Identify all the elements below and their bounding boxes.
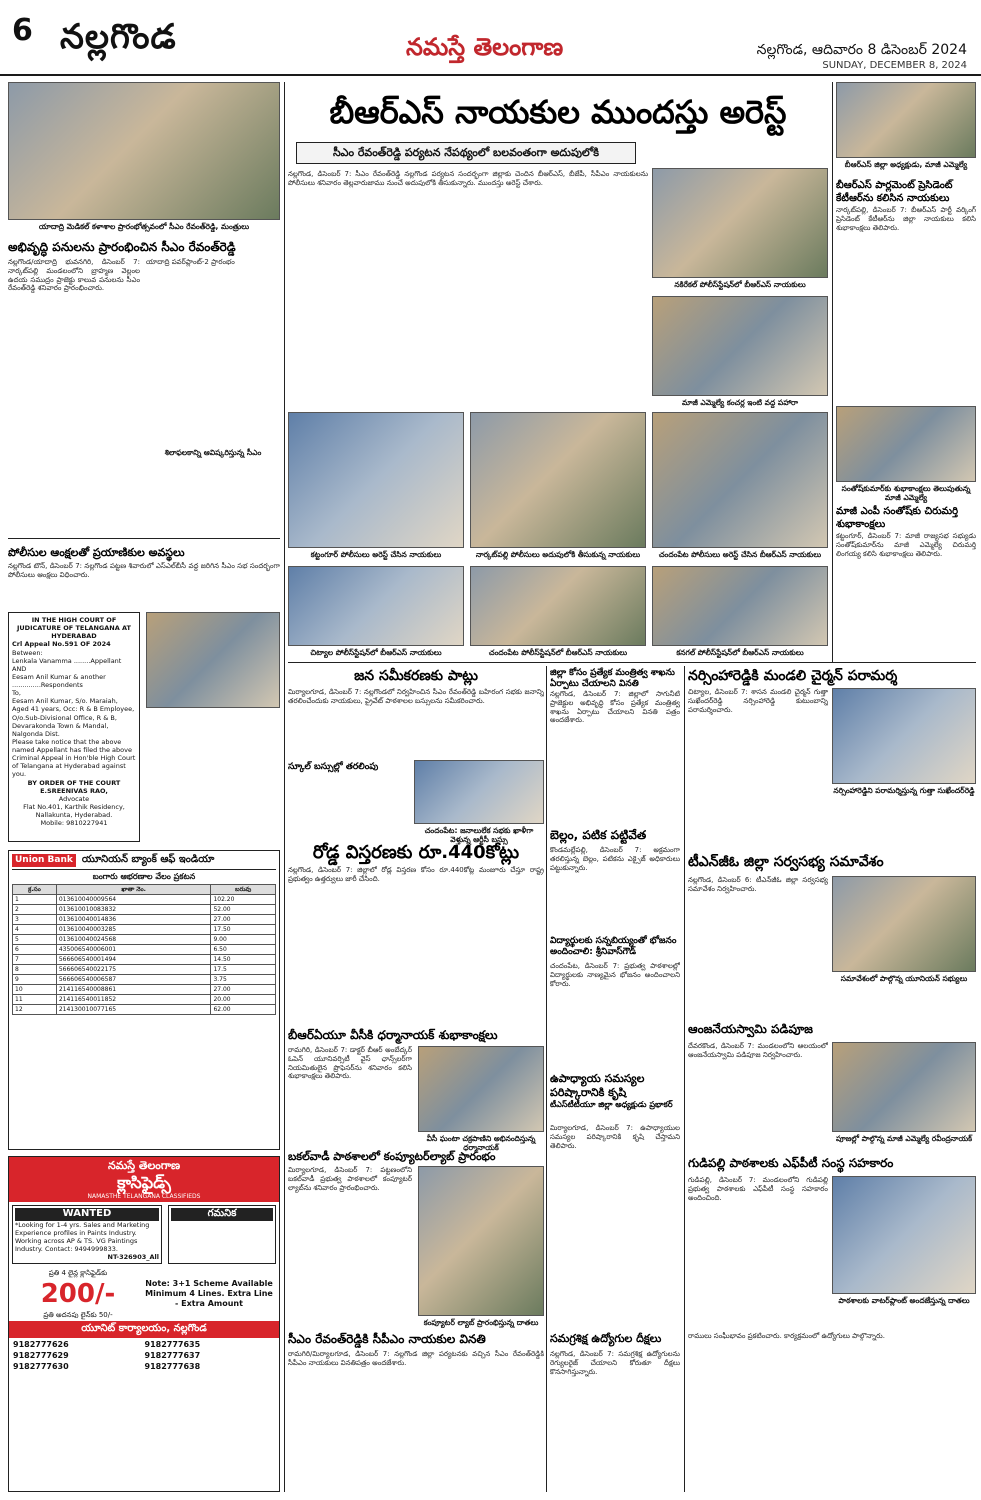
right-r6-body: గుడిపల్లి, డిసెంబర్ 7: మండలంలోని గుడిపల్లి ప్రభుత్వ పాఠశాలకు ఎఫ్‌పీటీ సంస్థ సహకారం అందించింది. — [688, 1176, 828, 1202]
lead-caption-8: కనగల్ పోలీస్‌స్టేషన్‌లో బీఆర్‌ఎస్ నాయకులు — [676, 648, 804, 657]
cell: 11 — [13, 995, 57, 1005]
district-title: నల్లగొండ — [60, 17, 177, 57]
bank-title: యూనియన్ బ్యాంక్ ఆఫ్ ఇండియా — [81, 854, 215, 866]
right-r1-headline: బీఆర్‌ఎస్ పార్లమెంట్ ప్రెసిడెంట్ కేటీఆర్‌ను కలిసిన నాయకులు — [836, 180, 953, 204]
table-row — [13, 895, 276, 905]
cell: 214116540008861 — [56, 985, 211, 995]
center-s2-body: నల్లగొండ, డిసెంబర్ 7: జిల్లాలో రోడ్ల విస్తరణ కోసం రూ.440కోట్ల మంజూరు చేస్తూ రాష్ట్ర ప్రభుత్వం ఉత్తర్వులు జారీ చేసింది. — [288, 866, 544, 883]
right-photo-5 — [832, 1042, 976, 1132]
cell: 6 — [13, 945, 57, 955]
table-row — [13, 975, 276, 985]
center-s5-body: రామగిరి/మిర్యాలగూడ, డిసెంబర్ 7: నల్లగొండ జిల్లా పర్యటనకు వచ్చిన సీఎం రేవంత్‌రెడ్డికి సీపీఎం నాయకులు వినతిపత్రం అందజేశారు. — [288, 1350, 544, 1367]
phone-number: 9182777635 — [144, 1339, 201, 1349]
table-row — [13, 905, 276, 915]
lead-caption-7: చందంపేట పోలీస్‌స్టేషన్‌లో బీఆర్‌ఎస్ నాయకులు — [488, 648, 628, 657]
center-s1-body: మిర్యాలగూడ, డిసెంబర్ 7: నల్లగొండలో నిర్వహించిన సీఎం రేవంత్‌రెడ్డి బహిరంగ సభకు జనాన్ని తరలించేందుకు నాయకులు, ప్రైవేట్ పాఠశాలల బస్సులను సమీకరించారు. — [288, 688, 544, 705]
bus-caption: చందంపేట: జనాలులేక సభకు ఖాళీగా వెళ్తున్న ఆర్టీసీ బస్సు — [424, 826, 534, 845]
middle-m2-headline: బెల్లం, పటిక పట్టివేత — [550, 828, 647, 842]
left-story1-headline: అభివృద్ధి పనులను ప్రారంభించిన సీఎం రేవంత్‌రెడ్డి — [8, 240, 236, 254]
advocate-mobile: Mobile: 9810227941 — [40, 819, 108, 828]
masthead — [0, 0, 981, 76]
lead-photo-6 — [288, 566, 464, 646]
notice-line: AND — [12, 664, 27, 673]
auction-subtitle: బంగారు ఆభరణాల వేలం ప్రకటన — [92, 872, 196, 882]
cell: 6.50 — [211, 945, 276, 955]
newspaper-brand: నమస్తే తెలంగాణ — [406, 32, 564, 61]
right-r4-headline: టీఎన్‌జీఓ జిల్లా సర్వసభ్య సమావేశం — [688, 854, 884, 870]
foundation-caption: శిలాఫలకాన్ని ఆవిష్కరిస్తున్న సీఎం — [164, 448, 262, 457]
cell: 20.00 — [211, 995, 276, 1005]
table-row — [13, 955, 276, 965]
right-r5-body: దేవరకొండ, డిసెంబర్ 7: మండలంలోని ఆలయంలో ఆంజనేయస్వామి పడిపూజ నిర్వహించారు. — [688, 1042, 828, 1059]
wanted-title: WANTED — [15, 1208, 159, 1221]
right-caption-6: పాఠశాలకు వాటర్‌ప్లాంట్ అందజేస్తున్న దాతలు — [838, 1296, 970, 1305]
left-story1-body: నల్లగొండ/యాదాద్రి భువనగిరి, డిసెంబర్ 7: నార్కట్‌పల్లి మండలంలోని బ్రాహ్మణ వెల్లంల ఉదయ సముద్రం ప్రాజెక్టు కాలువ పనులను సీఎం రేవంత్‌రెడ్డి శనివారం ప్రారంభించారు. — [8, 258, 140, 293]
bank-auction-notice — [8, 850, 280, 1150]
cell: 566606540006587 — [56, 975, 211, 985]
cell: 9 — [13, 975, 57, 985]
table-row — [13, 915, 276, 925]
middle-m1-headline: జిల్లా కోసం ప్రత్యేక మంత్రిత్వ శాఖను ఏర్పాటు చేయాలని వినతి — [550, 668, 675, 690]
lead-photo-4 — [470, 412, 646, 548]
cell: 214130010077165 — [56, 1005, 211, 1015]
cell: 3.75 — [211, 975, 276, 985]
cell: 566606540001494 — [56, 955, 211, 965]
lead-body: నల్లగొండ, డిసెంబర్ 7: సీఎం రేవంత్‌రెడ్డి నల్లగొండ పర్యటన సందర్భంగా జిల్లాకు చెందిన బీఆర్‌ఎస్, బీజేపీ, సీపీఎం నాయకులను పోలీసులు శనివారం తెల్లవారుజాము నుంచే అదుపులోకి తీసుకున్నారు. ముందస్తు అరెస్ట్ చేశారు. — [288, 170, 648, 187]
phone-number: 9182777626 — [13, 1339, 69, 1349]
right-r4-body: నల్లగొండ, డిసెంబర్ 6: టీఎన్‌జీఓ జిల్లా సర్వసభ్య సమావేశం నిర్వహించారు. — [688, 876, 828, 893]
center-s5-headline: సీఎం రేవంత్‌రెడ్డికి సీపీఎం నాయకుల వినతి — [288, 1332, 486, 1346]
dateline-telugu: నల్లగొండ, ఆదివారం 8 డిసెంబర్ 2024 — [756, 42, 967, 58]
lead-caption-2: మాజీ ఎమ్మెల్యే కంచర్ల ఇంటి వద్ద పహారా — [681, 398, 799, 407]
dateline-english: SUNDAY, DECEMBER 8, 2024 — [822, 60, 967, 71]
cell: 435006540006001 — [56, 945, 211, 955]
lead-photo-8 — [652, 566, 828, 646]
cell: 8 — [13, 965, 57, 975]
classifieds-title: క్లాసిఫైడ్స్ — [117, 1172, 171, 1192]
column-rule — [546, 666, 547, 1492]
lead-photo-1 — [652, 168, 828, 278]
notice-line: BY ORDER OF THE COURT — [27, 778, 121, 787]
advocate-address: Flat No.401, Karthik Residency, Nallakunta, Hyderabad. — [23, 802, 125, 819]
lead-caption-3: కట్టంగూర్ పోలీసులు అరెస్ట్ చేసిన నాయకులు — [310, 550, 442, 559]
case-number: Crl Appeal No.591 OF 2024 — [12, 640, 111, 649]
lead-caption-5: చందంపేట పోలీసులు అరెస్ట్ చేసిన బీఆర్‌ఎస్ నాయకులు — [658, 550, 822, 559]
cell: 3 — [13, 915, 57, 925]
lead-caption-6: చిట్యాల పోలీస్‌స్టేషన్‌లో బీఆర్‌ఎస్ నాయకులు — [310, 648, 442, 657]
cell: 1 — [13, 895, 57, 905]
cell: 013610040014836 — [56, 915, 211, 925]
lead-headline: బీఆర్ఎస్ నాయకుల ముందస్తు అరెస్ట్ — [329, 93, 787, 131]
bus-photo — [414, 760, 544, 824]
right-r2-body: కట్టంగూర్, డిసెంబర్ 7: మాజీ రాజ్యసభ సభ్యుడు సంతోష్‌కుమార్‌ను మాజీ ఎమ్మెల్యే చిరుమర్తి లింగయ్య కలిసి శుభాకాంక్షలు తెలిపారు. — [836, 532, 976, 558]
lead-photo-2 — [652, 296, 828, 396]
table-row — [13, 995, 276, 1005]
cell: 12 — [13, 1005, 57, 1015]
right-caption-4: సమావేశంలో పాల్గొన్న యూనియన్ సభ్యులు — [840, 974, 968, 983]
notice-line: Eesam Anil Kumar, S/o. Maraiah, — [12, 697, 118, 706]
center-s1-headline: జన సమీకరణకు పాట్లు — [354, 668, 478, 684]
cell: 013610040024568 — [56, 935, 211, 945]
extra-price: ప్రతి అదనపు లైన్‌కు 50/- — [43, 1310, 113, 1319]
right-r3-headline: నర్సింహారెడ్డికి మండలి చైర్మన్ పరామర్శ — [688, 668, 898, 684]
table-header: క్ర.సం — [13, 885, 57, 895]
cell: 52.00 — [211, 905, 276, 915]
vc-photo — [418, 1046, 544, 1132]
notice-line: Nalgonda Dist. — [12, 729, 60, 738]
lead-caption-1: నకిరేకల్ పోలీస్‌స్టేషన్‌లో బీఆర్‌ఎస్ నాయకులు — [674, 280, 806, 289]
right-r7-body: రాములు సంఘీభావం ప్రకటించారు. కార్యక్రమంలో ఉద్యోగులు పాల్గొన్నారు. — [688, 1332, 885, 1340]
wanted-body: *Looking for 1-4 yrs. Sales and Marketing Experience profiles in Paints Industry. Working across AP & TS. VG Paintings Industry. Contact: 9494999833. — [15, 1220, 150, 1254]
note-title: గమనిక — [171, 1208, 273, 1221]
price-label: ప్రతి 4 లైన్ల క్లాసిఫైడ్‌కు — [48, 1269, 108, 1278]
middle-m4-sub: టీఎస్‌టీటీయూ జిల్లా అధ్యక్షుడు ప్రభాకర్ — [550, 1100, 673, 1109]
column-rule — [284, 82, 285, 1492]
lead-photo-7 — [470, 566, 646, 646]
advocate-title: Advocate — [58, 794, 90, 803]
cell: 17.5 — [211, 965, 276, 975]
right-caption-2: సంతోష్‌కుమార్‌కు శుభాకాంక్షలు తెలుపుతున్న మాజీ ఎమ్మెల్యే — [841, 484, 971, 503]
right-r5-headline: ఆంజనేయస్వామి పడిపూజ — [688, 1022, 813, 1036]
lead-photo-5 — [652, 412, 828, 548]
auction-table — [12, 884, 276, 1015]
classifieds-ad — [8, 1156, 280, 1492]
notice-line: To, — [12, 689, 21, 698]
cell: 10 — [13, 985, 57, 995]
price: 200/- — [40, 1279, 116, 1310]
wanted-ref: NT-326903_All — [107, 1253, 159, 1262]
cm-event-photo — [8, 82, 280, 220]
right-r6-headline: గుడిపల్లి పాఠశాలకు ఎఫ్‌పీటీ సంస్థ సహకారం — [688, 1156, 894, 1170]
right-r3-body: చిట్యాల, డిసెంబర్ 7: శాసన మండలి చైర్మన్ గుత్తా సుఖేందర్‌రెడ్డి నర్సింహారెడ్డి కుటుంబాన్ని పరామర్శించారు. — [688, 688, 828, 714]
vc-caption: వీసీ ఘంటా చక్రపాణిని అభినందిస్తున్న ధర్మానాయక్ — [426, 1134, 536, 1153]
table-header: బరువు — [211, 885, 276, 895]
notice-line: Between: — [12, 648, 43, 657]
left-story1-sub: యాదాద్రి పవర్‌ప్లాంట్-2 ప్రారంభం — [146, 258, 235, 266]
column-rule — [684, 666, 685, 1492]
right-photo-4 — [832, 876, 976, 972]
middle-m5-body: నల్లగొండ, డిసెంబర్ 7: సమగ్రశిక్ష ఉద్యోగులను రెగ్యులరైజ్ చేయాలని కోరుతూ దీక్షలు కొనసాగిస్తున్నారు. — [550, 1350, 680, 1376]
left-story2-headline: పోలీసుల ఆంక్షలతో ప్రయాణికుల అవస్థలు — [8, 546, 185, 559]
page-number: 6 — [12, 13, 33, 48]
middle-m1-body: నల్లగొండ, డిసెంబర్ 7: జిల్లాలో సాగునీటి ప్రాజెక్టుల అభివృద్ధి కోసం ప్రత్యేక మంత్రిత్వ శాఖను ఏర్పాటు చేయాలని వినతి పత్రం అందజేశారు. — [550, 690, 680, 725]
phone-number: 9182777630 — [13, 1361, 69, 1371]
cell: 013610040003285 — [56, 925, 211, 935]
center-s3-headline: బీఆర్‌ఏయూ వీసీకి ధర్మానాయక్ శుభాకాంక్షలు — [288, 1028, 498, 1042]
cell: 9.00 — [211, 935, 276, 945]
notice-line: Please take notice that the above named Appellant has filed the above Criminal Appeal in Hon'ble High Court of Telangana at Hyderabad against you. — [12, 737, 136, 779]
traffic-photo — [146, 612, 280, 708]
column-rule — [832, 82, 833, 662]
classifieds-en: NAMASTHE TELANGANA CLASSIFIEDS — [87, 1192, 201, 1200]
center-s1-sub: స్కూల్ బస్సుల్లో తరలింపు — [288, 762, 379, 772]
cell: 27.00 — [211, 915, 276, 925]
center-s3-body: రామగిరి, డిసెంబర్ 7: డాక్టర్ బీఆర్ అంబేద్కర్ ఓపెన్ యూనివర్సిటీ వైస్ ఛాన్స్‌లర్‌గా నియమితులైన ప్రొఫెసర్‌ను శనివారం కలిసి శుభాకాంక్షలు తెలిపారు. — [288, 1046, 412, 1081]
right-caption-3: నర్సింహారెడ్డిని పరామర్శిస్తున్న గుత్తా సుఖేందర్‌రెడ్డి — [833, 786, 975, 795]
cell: 4 — [13, 925, 57, 935]
table-row — [13, 945, 276, 955]
cm-event-caption: యాదాద్రి మెడికల్ కళాశాల ప్రారంభోత్సవంలో సీఎం రేవంత్‌రెడ్డి, మంత్రులు — [38, 222, 250, 231]
center-s4-body: మిర్యాలగూడ, డిసెంబర్ 7: పట్టణంలోని బకల్‌వాడీ ప్రభుత్వ పాఠశాలలో కంప్యూటర్ ల్యాబ్‌ను శనివారం ప్రారంభించారు. — [288, 1166, 412, 1192]
center-s2-headline: రోడ్డ విస్తరణకు రూ.440కోట్లు — [312, 842, 520, 863]
lead-caption-4: నార్కట్‌పల్లి పోలీసులు అదుపులోకి తీసుకున్న నాయకులు — [475, 550, 641, 559]
cell: 5 — [13, 935, 57, 945]
bank-logo: Union Bank — [12, 854, 76, 867]
middle-m4-body: మిర్యాలగూడ, డిసెంబర్ 7: ఉపాధ్యాయుల సమస్యల పరిష్కారానికి కృషి చేస్తామని తెలిపారు. — [550, 1124, 680, 1150]
center-s4-headline: బకల్‌వాడీ పాఠశాలలో కంప్యూటర్‌ల్యాబ్ ప్రారంభం — [288, 1150, 496, 1163]
notice-line: O/o.Sub-Divisional Office, R & B, — [12, 713, 117, 722]
cell: 102.20 — [211, 895, 276, 905]
right-r2-headline: మాజీ ఎంపీ సంతోష్‌కు చిరుమర్తి శుభాకాంక్షలు — [836, 506, 959, 530]
middle-m3-headline: విద్యార్థులకు సన్నబియ్యంతో భోజనం అందించాలి: శ్రీనివాస్‌గౌడ్ — [550, 936, 677, 958]
table-row — [13, 985, 276, 995]
table-row — [13, 925, 276, 935]
cell: 2 — [13, 905, 57, 915]
notice-line: Eesam Anil Kumar & another — [12, 672, 106, 681]
left-story2-body: నల్లగొండ టౌన్, డిసెంబర్ 7: నల్లగొండ పట్టణ శివారులో ఎస్‌ఎల్‌బీసీ వద్ద జరిగిన సీఎం సభ సందర్భంగా పోలీసులు ఆంక్షలు విధించారు. — [8, 562, 280, 579]
offer-note: Note: 3+1 Scheme Available Minimum 4 Lines. Extra Line - Extra Amount — [145, 1279, 273, 1309]
notice-line: Devarakonda Town & Mandal, — [12, 721, 109, 730]
lab-photo — [418, 1166, 544, 1316]
advocate-name: E.SREENIVAS RAO, — [40, 786, 108, 795]
cell: 214116540011852 — [56, 995, 211, 1005]
classifieds-brand: నమస్తే తెలంగాణ — [107, 1159, 181, 1172]
cell: 013610010083832 — [56, 905, 211, 915]
phone-number: 9182777629 — [13, 1350, 69, 1360]
court-name: IN THE HIGH COURT OF JUDICATURE OF TELANGANA AT HYDERABAD — [16, 616, 131, 641]
phone-number: 9182777637 — [144, 1350, 201, 1360]
table-row — [13, 1005, 276, 1015]
table-row — [13, 965, 276, 975]
right-caption-5: పూజల్లో పాల్గొన్న మాజీ ఎమ్మెల్యే రవీంద్రనాయక్ — [835, 1134, 973, 1143]
table-row — [13, 935, 276, 945]
middle-m5-headline: సమగ్రశిక్ష ఉద్యోగుల దీక్షలు — [550, 1332, 662, 1345]
right-r1-body: నార్కట్‌పల్లి, డిసెంబర్ 7: బీఆర్‌ఎస్ పార్టీ వర్కింగ్ ప్రెసిడెంట్ కేటీఆర్‌ను జిల్లా నాయకులు కలిసి శుభాకాంక్షలు తెలిపారు. — [836, 206, 976, 232]
right-caption-1: బీఆర్‌ఎస్ జిల్లా అధ్యక్షుడు, మాజీ ఎమ్మెల్యే — [844, 160, 968, 169]
lead-photo-3 — [288, 412, 464, 548]
right-photo-6 — [832, 1176, 976, 1294]
right-photo-2 — [836, 406, 976, 482]
middle-m3-body: చందంపేట, డిసెంబర్ 7: ప్రభుత్వ పాఠశాలల్లో విద్యార్థులకు నాణ్యమైన భోజనం అందించాలని కోరారు. — [550, 962, 680, 988]
lead-subhead: సీఎం రేవంత్‌రెడ్డి పర్యటన నేపథ్యంలో బలవంతంగా అదుపులోకి — [296, 142, 636, 164]
cell: 013610040009564 — [56, 895, 211, 905]
cell: 62.00 — [211, 1005, 276, 1015]
cell: 17.50 — [211, 925, 276, 935]
right-photo-1 — [836, 82, 976, 158]
notice-line: Lenkala Vanamma ........Appellant — [12, 656, 122, 665]
table-header: ఖాతా నెం. — [56, 885, 211, 895]
court-notice — [8, 612, 140, 842]
section-rule — [288, 662, 976, 663]
divider — [8, 538, 280, 539]
phone-number: 9182777638 — [144, 1361, 201, 1371]
unit-office: యూనిట్ కార్యాలయం, నల్లగొండ — [9, 1321, 279, 1338]
right-photo-3 — [832, 688, 976, 784]
lab-caption: కంప్యూటర్ ల్యాబ్ ప్రారంభిస్తున్న దాతలు — [423, 1318, 539, 1327]
middle-m2-body: కొండమల్లేపల్లి, డిసెంబర్ 7: అక్రమంగా తరలిస్తున్న బెల్లం, పటికను ఎక్సైజ్ అధికారులు పట్టుకున్నారు. — [550, 846, 680, 872]
cell: 27.00 — [211, 985, 276, 995]
notice-line: ..............Respondents — [12, 681, 83, 689]
middle-m4-headline: ఉపాధ్యాయ సమస్యల పరిష్కారానికి కృషి — [550, 1072, 645, 1099]
cell: 14.50 — [211, 955, 276, 965]
cell: 7 — [13, 955, 57, 965]
cell: 566606540022175 — [56, 965, 211, 975]
notice-line: Aged 41 years, Occ: R & B Employee, — [12, 705, 135, 714]
